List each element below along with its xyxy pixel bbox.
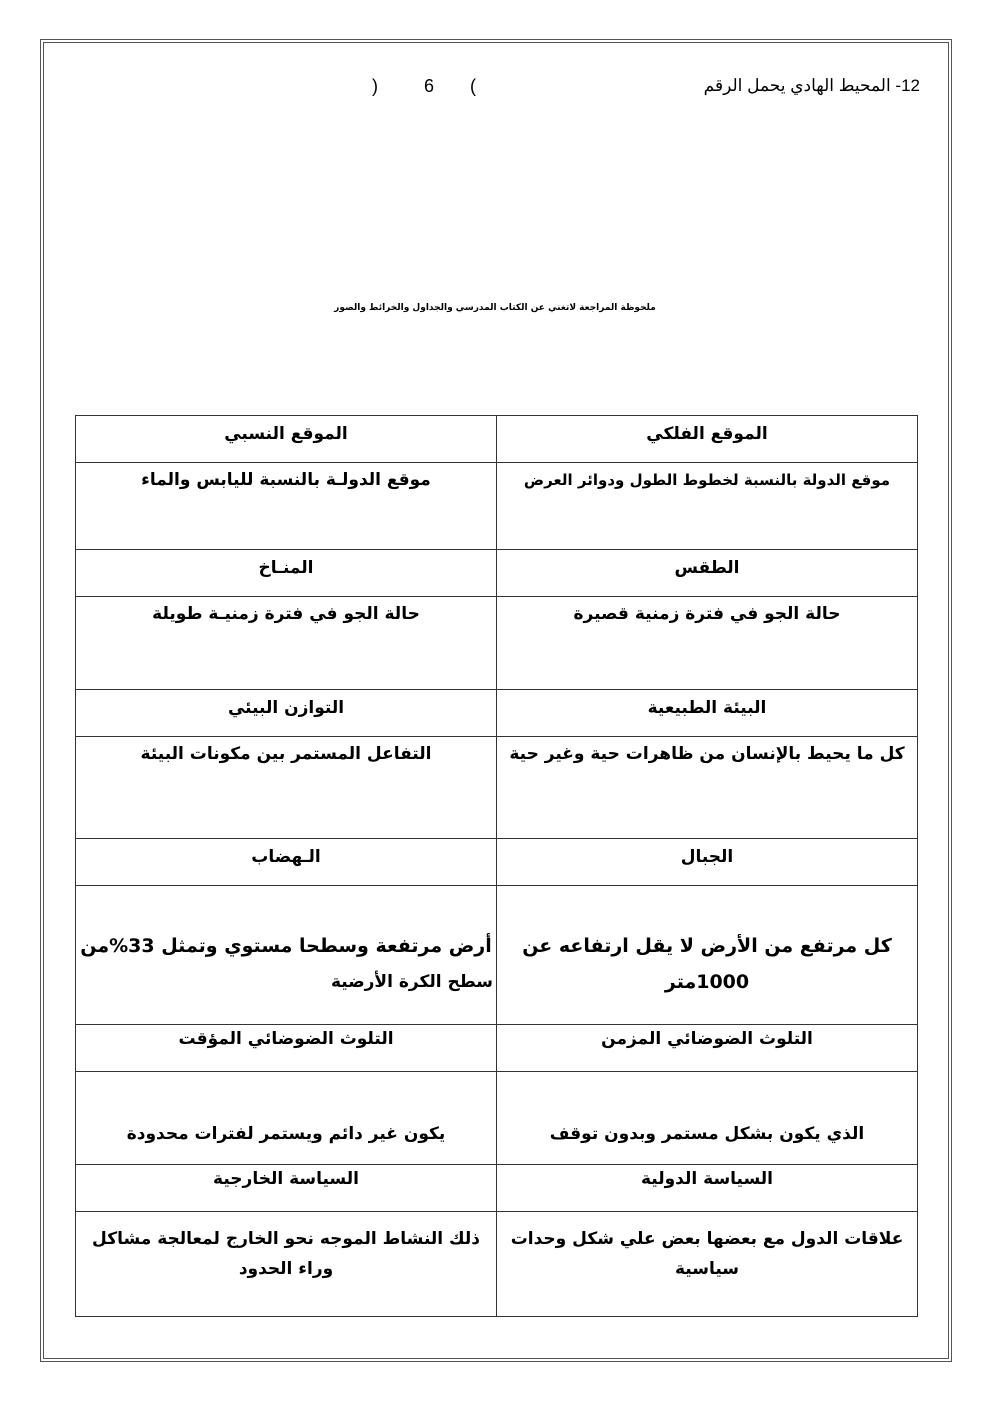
- table-cell: الذي يكون بشكل مستمر وبدون توقف: [497, 1072, 918, 1165]
- table-row: [76, 1212, 918, 1317]
- table-cell: حالة الجو في فترة زمنيـة طويلة: [76, 597, 497, 690]
- table-row: [76, 690, 918, 737]
- table-cell: الموقع النسبي: [76, 416, 497, 463]
- table-row: [76, 463, 918, 550]
- terms-table: [75, 415, 918, 1317]
- question-answer: 6: [424, 76, 435, 96]
- table-row: [76, 737, 918, 839]
- table-cell: السياسة الخارجية: [76, 1165, 497, 1212]
- close-paren: ): [372, 76, 378, 96]
- table-cell: المنـاخ: [76, 550, 497, 597]
- table-row: [76, 550, 918, 597]
- table-cell: التفاعل المستمر بين مكونات البيئة: [76, 737, 497, 839]
- table-cell: التلوث الضوضائي المؤقت: [76, 1025, 497, 1072]
- table-row: [76, 886, 918, 1025]
- table-row: [76, 1072, 918, 1165]
- table-row: [76, 416, 918, 463]
- table-cell: حالة الجو في فترة زمنية قصيرة: [497, 597, 918, 690]
- open-paren: (: [470, 76, 476, 96]
- table-row: [76, 1165, 918, 1212]
- table-cell: ذلك النشاط الموجه نحو الخارج لمعالجة مشاكل وراء الحدود: [76, 1212, 497, 1317]
- table-cell: الموقع الفلكي: [497, 416, 918, 463]
- table-cell: التوازن البيئي: [76, 690, 497, 737]
- table-cell: التلوث الضوضائي المزمن: [497, 1025, 918, 1072]
- table-cell: يكون غير دائم ويستمر لفترات محدودة: [76, 1072, 497, 1165]
- table-cell: علاقات الدول مع بعضها بعض علي شكل وحدات سياسية: [497, 1212, 918, 1317]
- review-note: ملحوظة المراجعة لاتغني عن الكتاب المدرسي والجداول والخرائط والصور: [334, 303, 656, 313]
- table-cell: أرض مرتفعة وسطحا مستوي وتمثل 33%من سطح الكرة الأرضية: [76, 886, 497, 1025]
- table-row: [76, 1025, 918, 1072]
- table-cell: موقع الدولة بالنسبة لخطوط الطول ودوائر العرض: [497, 463, 918, 550]
- table-cell: البيئة الطبيعية: [497, 690, 918, 737]
- table-cell: كل مرتفع من الأرض لا يقل ارتفاعه عن 1000متر: [497, 886, 918, 1025]
- table-row: [76, 839, 918, 886]
- table-cell: موقع الدولـة بالنسبة لليابس والماء: [76, 463, 497, 550]
- table-row: [76, 597, 918, 690]
- table-cell: الجبال: [497, 839, 918, 886]
- table-cell: السياسة الدولية: [497, 1165, 918, 1212]
- question-12: 12- المحيط الهادي يحمل الرقم: [703, 76, 920, 95]
- table-cell: الـهضاب: [76, 839, 497, 886]
- table-cell: الطقس: [497, 550, 918, 597]
- table-cell: كل ما يحيط بالإنسان من ظاهرات حية وغير حية: [497, 737, 918, 839]
